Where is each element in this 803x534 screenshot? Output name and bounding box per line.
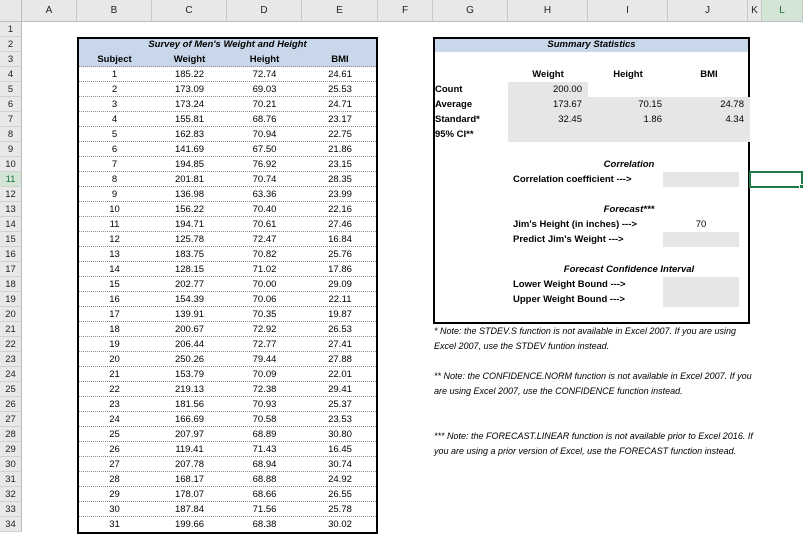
survey-cell[interactable]: 25.37 xyxy=(328,399,352,410)
column-header-l[interactable]: L xyxy=(762,0,803,22)
survey-cell[interactable]: 23.53 xyxy=(328,414,352,425)
survey-cell[interactable]: 155.81 xyxy=(174,114,205,125)
row-header-20[interactable]: 20 xyxy=(0,307,22,322)
survey-cell[interactable]: 128.15 xyxy=(174,264,205,275)
survey-cell[interactable]: 71.02 xyxy=(252,264,277,275)
summary-title: Summary Statistics xyxy=(547,39,636,50)
survey-cell[interactable]: 22.16 xyxy=(328,204,352,215)
survey-cell[interactable]: 194.71 xyxy=(174,219,205,230)
survey-cell[interactable]: 8 xyxy=(111,174,118,185)
survey-cell[interactable]: 206.44 xyxy=(174,339,205,350)
survey-cell[interactable]: 22.11 xyxy=(328,294,352,305)
correlation-title: Correlation xyxy=(603,159,655,170)
row-header-11[interactable]: 11 xyxy=(0,172,22,187)
column-header-g[interactable]: G xyxy=(433,0,508,22)
survey-cell[interactable]: 69.03 xyxy=(252,84,277,95)
row-header-8[interactable]: 8 xyxy=(0,127,22,142)
survey-cell[interactable]: 27.46 xyxy=(328,219,352,230)
lower-bound-output[interactable] xyxy=(663,277,739,292)
survey-cell[interactable]: 16.84 xyxy=(328,234,352,245)
summary-value-average[interactable]: 24.78 xyxy=(720,99,744,110)
survey-cell[interactable]: 24.92 xyxy=(328,474,352,485)
row-header-1[interactable]: 1 xyxy=(0,22,22,37)
summary-value-count[interactable]: 200.00 xyxy=(552,84,582,95)
survey-cell[interactable]: 68.66 xyxy=(252,489,277,500)
survey-cell[interactable]: 72.74 xyxy=(252,69,277,80)
survey-cell[interactable]: 26.53 xyxy=(328,324,352,335)
survey-cell[interactable]: 11 xyxy=(109,219,120,230)
survey-cell[interactable]: 20 xyxy=(109,354,120,365)
column-header-i[interactable]: I xyxy=(588,0,668,22)
row-header-14[interactable]: 14 xyxy=(0,217,22,232)
height-value[interactable]: 70 xyxy=(695,219,707,230)
survey-cell[interactable]: 173.09 xyxy=(174,84,205,95)
survey-cell[interactable]: 68.89 xyxy=(252,429,277,440)
survey-table-border xyxy=(77,37,378,534)
survey-cell[interactable]: 153.79 xyxy=(174,369,205,380)
row-header-12[interactable]: 12 xyxy=(0,187,22,202)
note-forecast: *** Note: the FORECAST.LINEAR function is not available prior to Excel 2016. If you are using a prior version of Excel, use the FORECAST function instead. xyxy=(434,431,753,456)
row-header-26[interactable]: 26 xyxy=(0,397,22,412)
survey-cell[interactable]: 136.98 xyxy=(174,189,205,200)
note-confidence: ** Note: the CONFIDENCE.NORM function is not available in Excel 2007. If you are using Excel 2007, use the CONFIDENCE function instead. xyxy=(434,371,752,396)
summary-value-standard-deviation[interactable]: 1.86 xyxy=(643,114,662,125)
survey-cell[interactable]: 187.84 xyxy=(174,504,205,515)
column-header-f[interactable]: F xyxy=(378,0,433,22)
summary-label-standard-deviation: Standard* xyxy=(435,114,480,125)
survey-cell[interactable]: 70.09 xyxy=(252,369,277,380)
survey-cell[interactable]: 21 xyxy=(109,369,120,380)
column-header-c[interactable]: C xyxy=(152,0,227,22)
survey-cell[interactable]: 181.56 xyxy=(174,399,205,410)
survey-cell[interactable]: 72.38 xyxy=(252,384,277,395)
survey-cell[interactable]: 173.24 xyxy=(174,99,205,110)
survey-cell[interactable]: 72.92 xyxy=(252,324,277,335)
summary-value-average[interactable]: 70.15 xyxy=(638,99,662,110)
survey-cell[interactable]: 15 xyxy=(109,279,120,290)
row-header-34[interactable]: 34 xyxy=(0,517,22,532)
summary-col-bmi: BMI xyxy=(700,69,718,80)
survey-cell[interactable]: 18 xyxy=(109,324,120,335)
survey-cell[interactable]: 70.06 xyxy=(252,294,277,305)
survey-cell[interactable]: 28 xyxy=(109,474,120,485)
forecast-title: Forecast*** xyxy=(603,204,655,215)
summary-label-average: Average xyxy=(435,99,473,110)
row-header-23[interactable]: 23 xyxy=(0,352,22,367)
survey-cell[interactable]: 68.94 xyxy=(252,459,277,470)
survey-cell[interactable]: 168.17 xyxy=(174,474,205,485)
active-cell-l11[interactable] xyxy=(749,171,803,188)
row-header-33[interactable]: 33 xyxy=(0,502,22,517)
survey-cell[interactable]: 162.83 xyxy=(174,129,205,140)
row-header-10[interactable]: 10 xyxy=(0,157,22,172)
survey-cell[interactable]: 29.41 xyxy=(328,384,352,395)
row-header-29[interactable]: 29 xyxy=(0,442,22,457)
survey-cell[interactable]: 10 xyxy=(109,204,120,215)
survey-cell[interactable]: 139.91 xyxy=(174,309,205,320)
survey-cell[interactable]: 202.77 xyxy=(174,279,205,290)
survey-cell[interactable]: 199.66 xyxy=(174,519,205,530)
survey-cell[interactable]: 67.50 xyxy=(252,144,277,155)
survey-cell[interactable]: 22 xyxy=(109,384,120,395)
note-stdev: * Note: the STDEV.S function is not available in Excel 2007. If you are using Excel 2007, use the STDEV funtion instead. xyxy=(434,326,737,351)
survey-cell[interactable]: 79.44 xyxy=(252,354,277,365)
survey-cell[interactable]: 70.40 xyxy=(252,204,277,215)
summary-value-standard-deviation[interactable]: 32.45 xyxy=(558,114,582,125)
survey-cell[interactable]: 21.86 xyxy=(328,144,352,155)
predict-output[interactable] xyxy=(663,232,739,247)
survey-cell[interactable]: 25 xyxy=(109,429,120,440)
survey-cell[interactable]: 72.77 xyxy=(252,339,277,350)
summary-input-confidence-interval[interactable] xyxy=(508,127,750,142)
survey-cell[interactable]: 24.71 xyxy=(328,99,352,110)
survey-header-weight: Weight xyxy=(173,54,206,65)
survey-cell[interactable]: 30.74 xyxy=(328,459,352,470)
summary-col-weight: Weight xyxy=(532,69,564,80)
survey-cell[interactable]: 125.78 xyxy=(174,234,205,245)
survey-cell[interactable]: 22.01 xyxy=(328,369,352,380)
survey-cell[interactable]: 23.17 xyxy=(328,114,352,125)
column-header-e[interactable]: E xyxy=(302,0,378,22)
fill-handle[interactable] xyxy=(799,184,803,189)
survey-cell[interactable]: 70.58 xyxy=(252,414,277,425)
row-header-18[interactable]: 18 xyxy=(0,277,22,292)
survey-cell[interactable]: 9 xyxy=(111,189,118,200)
survey-cell[interactable]: 219.13 xyxy=(174,384,205,395)
lower-bound-label: Lower Weight Bound ---> xyxy=(513,279,626,290)
survey-cell[interactable]: 72.47 xyxy=(252,234,277,245)
survey-cell[interactable]: 70.94 xyxy=(252,129,277,140)
row-header-21[interactable]: 21 xyxy=(0,322,22,337)
row-header-32[interactable]: 32 xyxy=(0,487,22,502)
survey-cell[interactable]: 23.15 xyxy=(328,159,352,170)
survey-cell[interactable]: 185.22 xyxy=(174,69,205,80)
upper-bound-label: Upper Weight Bound ---> xyxy=(513,294,625,305)
survey-cell[interactable]: 68.88 xyxy=(252,474,277,485)
survey-cell[interactable]: 6 xyxy=(111,144,118,155)
survey-cell[interactable]: 250.26 xyxy=(174,354,205,365)
column-header-b[interactable]: B xyxy=(77,0,152,22)
row-header-6[interactable]: 6 xyxy=(0,97,22,112)
row-header-2[interactable]: 2 xyxy=(0,37,22,52)
survey-cell[interactable]: 29 xyxy=(109,489,120,500)
survey-cell[interactable]: 2 xyxy=(111,84,118,95)
row-header-17[interactable]: 17 xyxy=(0,262,22,277)
survey-cell[interactable]: 4 xyxy=(111,114,118,125)
row-header-9[interactable]: 9 xyxy=(0,142,22,157)
survey-cell[interactable]: 25.53 xyxy=(328,84,352,95)
survey-cell[interactable]: 76.92 xyxy=(252,159,277,170)
survey-header-height: Height xyxy=(249,54,280,65)
survey-cell[interactable]: 70.35 xyxy=(252,309,277,320)
survey-cell[interactable]: 68.76 xyxy=(252,114,277,125)
survey-cell[interactable]: 166.69 xyxy=(174,414,205,425)
survey-cell[interactable]: 25.76 xyxy=(328,249,352,260)
row-header-31[interactable]: 31 xyxy=(0,472,22,487)
survey-cell[interactable]: 207.78 xyxy=(174,459,205,470)
survey-cell[interactable]: 70.61 xyxy=(252,219,277,230)
survey-cell[interactable]: 154.39 xyxy=(174,294,205,305)
survey-cell[interactable]: 70.74 xyxy=(252,174,277,185)
survey-cell[interactable]: 183.75 xyxy=(174,249,205,260)
row-header-3[interactable]: 3 xyxy=(0,52,22,67)
row-header-13[interactable]: 13 xyxy=(0,202,22,217)
survey-cell[interactable]: 19.87 xyxy=(328,309,352,320)
survey-cell[interactable]: 16.45 xyxy=(328,444,352,455)
column-header-a[interactable]: A xyxy=(22,0,77,22)
survey-header-subject: Subject xyxy=(97,54,132,65)
survey-cell[interactable]: 13 xyxy=(109,249,120,260)
survey-cell[interactable]: 26 xyxy=(109,444,120,455)
survey-cell[interactable]: 70.21 xyxy=(252,99,277,110)
survey-cell[interactable]: 119.41 xyxy=(175,444,204,455)
row-header-7[interactable]: 7 xyxy=(0,112,22,127)
row-header-25[interactable]: 25 xyxy=(0,382,22,397)
survey-cell[interactable]: 19 xyxy=(109,339,120,350)
survey-cell[interactable]: 28.35 xyxy=(328,174,352,185)
survey-cell[interactable]: 27 xyxy=(109,459,120,470)
survey-cell[interactable]: 17 xyxy=(109,309,120,320)
survey-cell[interactable]: 200.67 xyxy=(174,324,205,335)
survey-cell[interactable]: 201.81 xyxy=(174,174,205,185)
upper-bound-output[interactable] xyxy=(663,292,739,307)
survey-cell[interactable]: 16 xyxy=(109,294,120,305)
survey-cell[interactable]: 26.55 xyxy=(328,489,352,500)
predict-label: Predict Jim's Weight ---> xyxy=(513,234,624,245)
summary-value-average[interactable]: 173.67 xyxy=(552,99,582,110)
survey-cell[interactable]: 70.93 xyxy=(252,399,277,410)
survey-cell[interactable]: 17.86 xyxy=(328,264,352,275)
row-header-15[interactable]: 15 xyxy=(0,232,22,247)
row-header-22[interactable]: 22 xyxy=(0,337,22,352)
column-header-d[interactable]: D xyxy=(227,0,302,22)
survey-cell[interactable]: 71.43 xyxy=(252,444,277,455)
row-header-27[interactable]: 27 xyxy=(0,412,22,427)
survey-cell[interactable]: 70.82 xyxy=(252,249,277,260)
survey-cell[interactable]: 194.85 xyxy=(174,159,205,170)
summary-label-count: Count xyxy=(435,84,463,95)
survey-cell[interactable]: 22.75 xyxy=(328,129,352,140)
fci-title: Forecast Confidence Interval xyxy=(563,264,695,275)
summary-label-confidence-interval: 95% CI** xyxy=(435,129,474,140)
survey-cell[interactable]: 7 xyxy=(111,159,118,170)
survey-cell[interactable]: 30 xyxy=(109,504,120,515)
survey-cell[interactable]: 27.41 xyxy=(328,339,352,350)
survey-cell[interactable]: 178.07 xyxy=(174,489,205,500)
survey-cell[interactable]: 27.88 xyxy=(328,354,352,365)
survey-cell[interactable]: 5 xyxy=(111,129,118,140)
survey-cell[interactable]: 1 xyxy=(111,69,118,80)
row-header-28[interactable]: 28 xyxy=(0,427,22,442)
survey-header-bmi: BMI xyxy=(331,54,349,65)
survey-cell[interactable]: 23 xyxy=(109,399,120,410)
row-header-16[interactable]: 16 xyxy=(0,247,22,262)
survey-cell[interactable]: 141.69 xyxy=(174,144,205,155)
select-all-corner[interactable] xyxy=(0,0,22,22)
correlation-label: Correlation coefficient ---> xyxy=(513,174,632,185)
column-header-k[interactable]: K xyxy=(748,0,762,22)
survey-cell[interactable]: 63.36 xyxy=(252,189,277,200)
survey-cell[interactable]: 14 xyxy=(109,264,120,275)
survey-cell[interactable]: 30.80 xyxy=(328,429,352,440)
survey-cell[interactable]: 24.61 xyxy=(328,69,352,80)
survey-cell[interactable]: 31 xyxy=(109,519,120,530)
survey-cell[interactable]: 207.97 xyxy=(174,429,205,440)
summary-value-standard-deviation[interactable]: 4.34 xyxy=(725,114,744,125)
column-header-h[interactable]: H xyxy=(508,0,588,22)
survey-cell[interactable]: 25.78 xyxy=(328,504,352,515)
survey-cell[interactable]: 12 xyxy=(109,234,120,245)
survey-cell[interactable]: 3 xyxy=(111,99,118,110)
survey-cell[interactable]: 68.38 xyxy=(252,519,277,530)
row-header-19[interactable]: 19 xyxy=(0,292,22,307)
column-header-j[interactable]: J xyxy=(668,0,748,22)
survey-title: Survey of Men's Weight and Height xyxy=(148,39,307,50)
height-label: Jim's Height (in inches) ---> xyxy=(513,219,637,230)
survey-cell[interactable]: 71.56 xyxy=(252,504,277,515)
row-header-5[interactable]: 5 xyxy=(0,82,22,97)
survey-cell[interactable]: 70.00 xyxy=(252,279,277,290)
survey-cell[interactable]: 29.09 xyxy=(328,279,352,290)
row-header-30[interactable]: 30 xyxy=(0,457,22,472)
row-header-24[interactable]: 24 xyxy=(0,367,22,382)
survey-cell[interactable]: 24 xyxy=(109,414,120,425)
summary-col-height: Height xyxy=(613,69,643,80)
row-header-4[interactable]: 4 xyxy=(0,67,22,82)
survey-cell[interactable]: 156.22 xyxy=(174,204,205,215)
correlation-output[interactable] xyxy=(663,172,739,187)
survey-cell[interactable]: 30.02 xyxy=(328,519,352,530)
survey-cell[interactable]: 23.99 xyxy=(328,189,352,200)
